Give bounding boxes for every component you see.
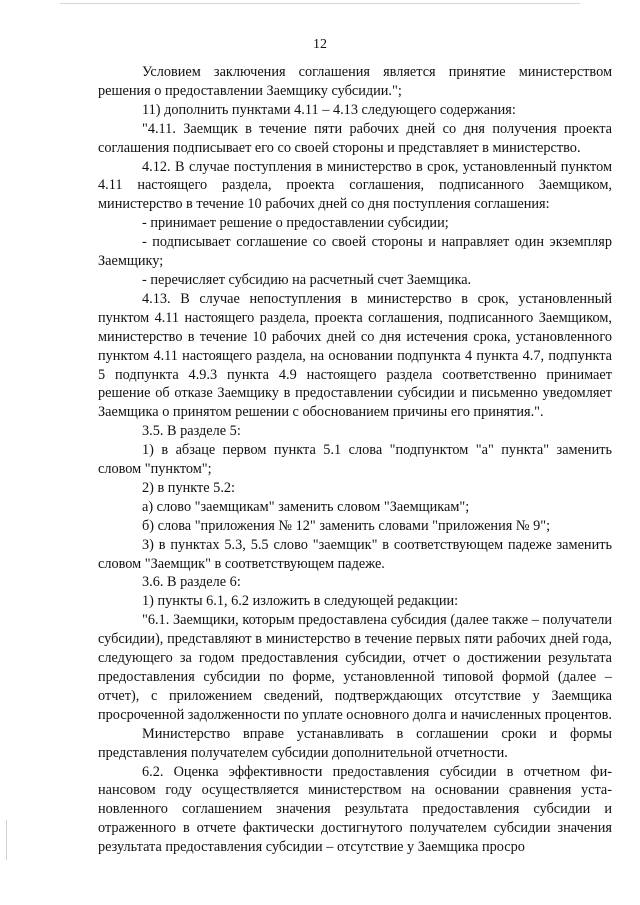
paragraph: - принимает решение о предоставлении субсидии;: [142, 215, 449, 232]
paragraph: 3) в пунктах 5.3, 5.5 слово "заемщик" в соответствующем падеже заменить словом "Заемщик" в соответствующем падеже.: [98, 536, 612, 572]
paragraph: 3.6. В разделе 6:: [142, 574, 241, 591]
paragraph: 1) в абзаце первом пункта 5.1 слова "подпунктом "а" пункта" заменить словом "пунктом";: [98, 442, 612, 478]
paragraph: Министерство вправе устанавливать в соглашении сроки и формы представления получателем субсидии дополнительной отчетности.: [98, 725, 612, 761]
paragraph: 4.12. В случае поступления в министерство в срок, установленный пунктом 4.11 настоящего раздела, проекта соглашения, подписанного Заемщиком, министерство в течение 10 рабочих дней со дня поступления соглашения:: [98, 158, 612, 213]
paragraph: 2) в пункте 5.2:: [142, 479, 236, 496]
paragraph: 4.13. В случае непоступления в министерство в срок, установленный пунктом 4.11 настоящего раздела, проекта соглашения, подписанного Заемщиком, министерство в течение 10 рабочих дней со дня истечения срока, установленного пунктом 4.11 настоящего раздела, на основании подпункта 4 пункта 4.7, подпункта 5 подпункта 4.9.3 пункта 4.9 настоящего раздела соответственно принимает решение об отказе Заемщику в предоставлении субсидии и письменно уведомляет Заемщика о принятом решении с обоснованием причины его принятия.".: [98, 290, 612, 421]
left-edge-mark: [6, 820, 7, 860]
paragraph: б) слова "приложения № 12" заменить словами "приложения № 9";: [142, 517, 551, 534]
page-number: 12: [313, 37, 327, 52]
paragraph: - подписывает соглашение со своей стороны и направляет один экземпляр Заемщику;: [98, 234, 612, 270]
paragraph: "4.11. Заемщик в течение пяти рабочих дней со дня получения проекта соглашения подписывает его со своей стороны и представляет в министерство.: [98, 120, 612, 156]
paragraph: Условием заключения соглашения является принятие министерством решения о предоставлении Заемщику субсидии.";: [98, 64, 612, 99]
document-body: [98, 63, 612, 857]
paragraph: - перечисляет субсидию на расчетный счет Заемщика.: [142, 271, 472, 288]
paragraph: 3.5. В разделе 5:: [142, 423, 241, 440]
paragraph: 11) дополнить пунктами 4.11 – 4.13 следующего содержания:: [142, 101, 516, 118]
paragraph: а) слово "заемщикам" заменить словом "Заемщикам";: [142, 498, 470, 515]
paragraph: 1) пункты 6.1, 6.2 изложить в следующей редакции:: [142, 593, 459, 610]
paragraph: 6.2. Оценка эффективности предоставления субсидии в отчетном финансовом году осуществляется министерством на основании сравнения установленного соглашением значения результата предоставления субсидии и отраженного в отчете фактически достигнутого получателем субсидии значения результата предоставления субсидии – отсутствие у Заемщика просро: [98, 763, 612, 856]
paragraph: "6.1. Заемщики, которым предоставлена субсидия (далее также – получатели субсидии), представляют в министерство в течение первых пяти рабочих дней года, следующего за годом предоставления субсидии, отчет о достижении результата предоставления субсидии по форме, установленной типовой формой (далее – отчет), с приложением сведений, подтверждающих отсутствие у Заемщика просроченной задолженности по уплате основного долга и начисленных процентов.: [98, 612, 612, 723]
top-edge-line: [60, 3, 580, 4]
